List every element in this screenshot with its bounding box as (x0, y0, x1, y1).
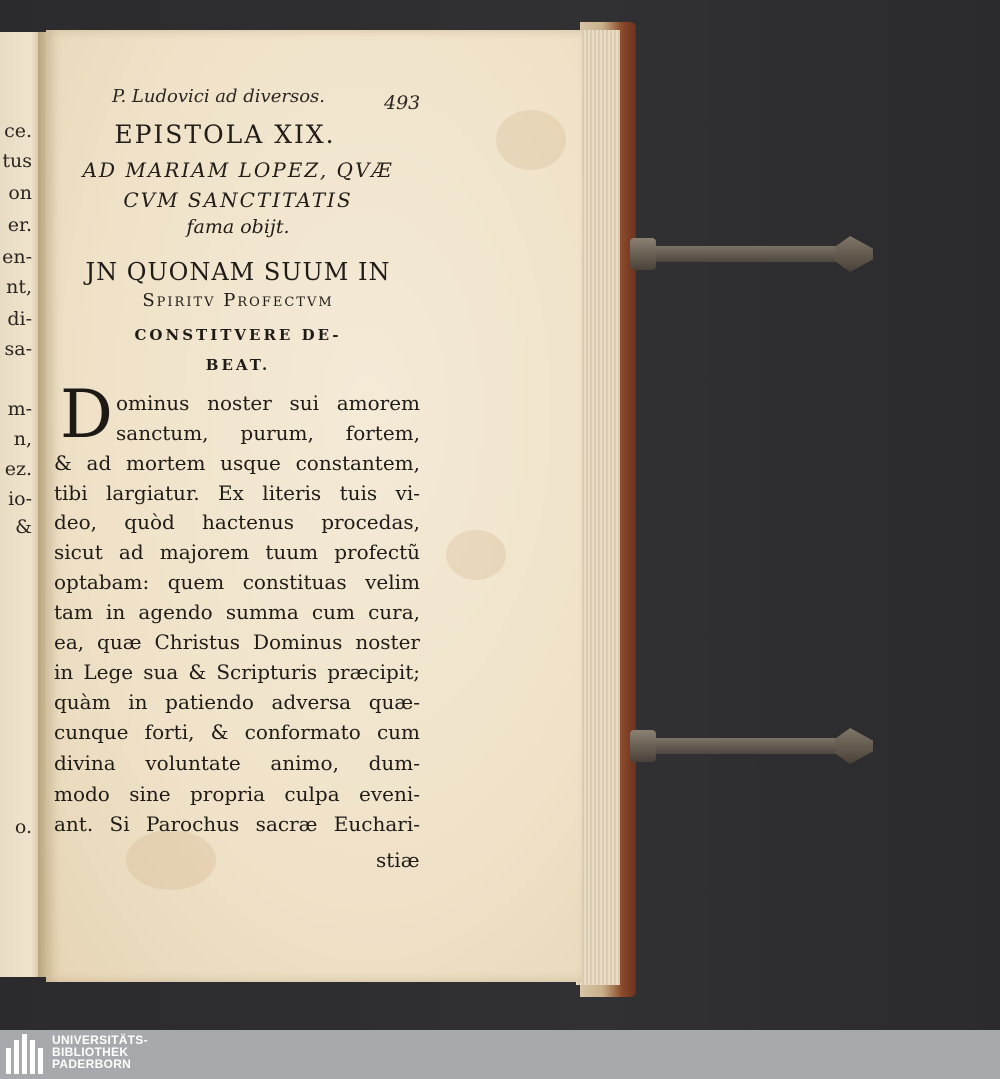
left-fragment: sa- (4, 338, 32, 360)
left-fragment: & (15, 516, 32, 538)
body-line: ominus noster sui amorem (116, 391, 420, 415)
footer-bar (0, 1030, 1000, 1079)
title-line: BEAT. (205, 356, 271, 374)
body-line: divina voluntate animo, dum- (54, 751, 420, 775)
body-line: quàm in patiendo adversa quæ- (54, 690, 420, 714)
body-line: modo sine propria culpa eveni- (54, 782, 420, 806)
letter-heading: EPISTOLA XIX. (114, 120, 336, 149)
body-line: cunque forti, & conformato cum (54, 720, 420, 744)
left-fragment: ez. (4, 458, 32, 480)
upper-clasp (630, 236, 875, 270)
body-line: sicut ad majorem tuum profectũ (54, 540, 420, 564)
address-line: AD MARIAM LOPEZ, QVÆ (82, 158, 394, 182)
catchword: stiæ (376, 848, 420, 872)
body-line: in Lege sua & Scripturis præcipit; (54, 660, 420, 684)
body-line: ea, quæ Christus Dominus noster (54, 630, 420, 654)
paper-stain (446, 530, 506, 580)
left-fragment: ce. (4, 120, 32, 142)
title-line: CONSTITVERE DE- (134, 326, 342, 344)
left-fragment: io- (8, 488, 32, 510)
lower-clasp (630, 728, 880, 762)
address-line: CVM SANCTITATIS (123, 188, 353, 212)
library-name-line: UNIVERSITÄTS- (52, 1033, 148, 1047)
left-fragment: en- (2, 246, 32, 268)
paper-stain (126, 830, 216, 890)
left-fragment: er. (7, 214, 32, 236)
body-line: optabam: quem constituas velim (54, 570, 420, 594)
library-logo-icon (6, 1034, 44, 1074)
body-line: tam in agendo summa cum cura, (54, 600, 420, 624)
body-line: deo, quòd hactenus procedas, (54, 510, 420, 534)
library-name-line: PADERBORN (52, 1057, 132, 1071)
left-fragment: o. (14, 816, 32, 838)
left-fragment: nt, (6, 276, 32, 298)
page-edges (576, 30, 620, 985)
running-head: P. Ludovici ad diversos. (112, 86, 326, 107)
left-fragment: n, (13, 428, 32, 450)
body-line: sanctum, purum, fortem, (116, 421, 420, 445)
body-line: ant. Si Parochus sacræ Euchari- (54, 812, 420, 836)
title-line: Spiritv Profectvm (142, 290, 334, 311)
left-fragment: di- (7, 308, 32, 330)
title-line: JN QUONAM SUUM IN (85, 258, 391, 286)
left-fragment: m- (7, 398, 32, 420)
body-line: & ad mortem usque constantem, (54, 451, 420, 475)
left-fragment: on (8, 182, 32, 204)
page-number: 493 (384, 92, 421, 114)
left-fragment: tus (2, 150, 32, 172)
drop-capital: D (60, 376, 113, 453)
address-line: fama obijt. (186, 216, 290, 238)
paper-stain (496, 110, 566, 170)
body-line: tibi largiatur. Ex literis tuis vi- (54, 481, 420, 505)
library-name-line: BIBLIOTHEK (52, 1045, 129, 1059)
